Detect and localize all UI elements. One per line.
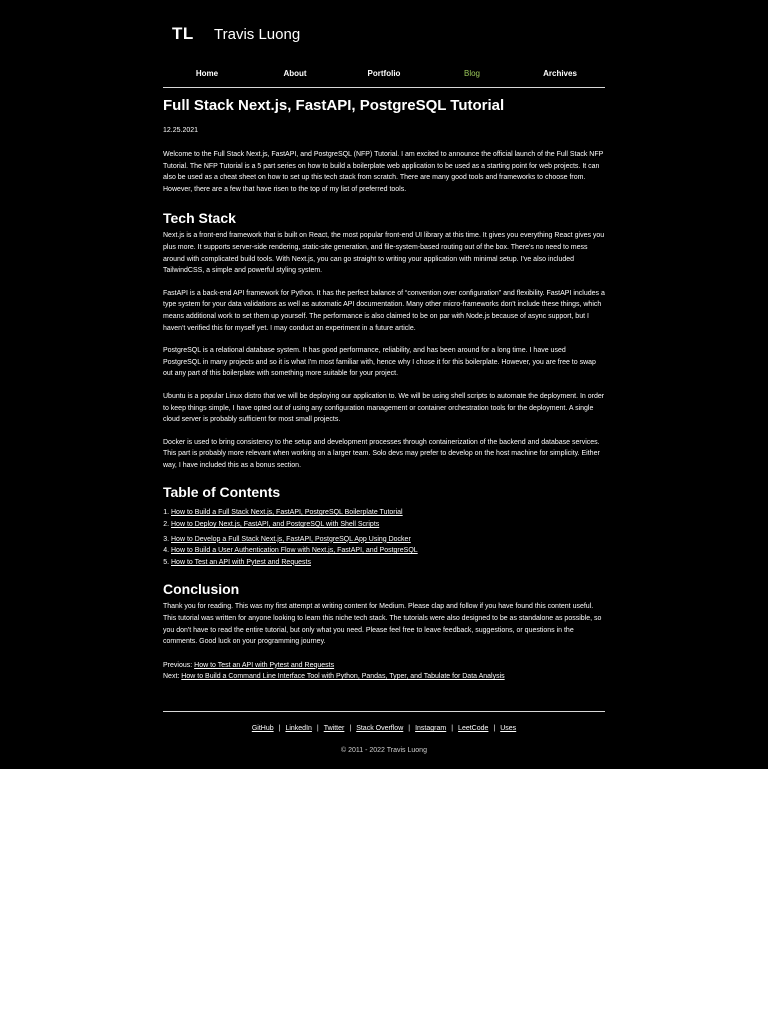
toc-list-part-2	[163, 534, 605, 569]
site-name[interactable]: Travis Luong	[214, 25, 301, 43]
toc-item	[171, 557, 605, 569]
next-post	[163, 671, 605, 683]
article-date: 12.25.2021	[163, 127, 199, 134]
site-header	[172, 22, 300, 46]
article	[163, 96, 605, 683]
tech-stack-heading: Tech Stack	[163, 210, 236, 227]
separator: |	[493, 725, 496, 732]
separator: |	[408, 725, 411, 732]
footer-link-github[interactable]: GitHub	[251, 725, 274, 732]
footer-link-instagram[interactable]: Instagram	[415, 725, 447, 732]
toc-link[interactable]: How to Build a Full Stack Next.js, FastAPI, PostgreSQL Boilerplate Tutorial	[171, 509, 403, 517]
toc-item	[171, 534, 605, 546]
nav-portfolio[interactable]: Portfolio	[367, 69, 401, 78]
toc-link[interactable]: How to Develop a Full Stack Next.js, FastAPI, PostgreSQL App Using Docker	[171, 535, 411, 543]
toc-item	[171, 519, 605, 531]
footer-link-leetcode[interactable]: LeetCode	[458, 725, 489, 732]
toc-link[interactable]: How to Build a User Authentication Flow with Next.js, FastAPI, and PostgreSQL	[171, 547, 418, 555]
footer-link-uses[interactable]: Uses	[500, 725, 517, 732]
previous-post	[163, 660, 605, 672]
article-title: Full Stack Next.js, FastAPI, PostgreSQL Tutorial	[163, 97, 505, 114]
site-logo[interactable]: TL	[172, 24, 194, 43]
separator: |	[451, 725, 454, 732]
nav-blog[interactable]: Blog	[463, 69, 481, 78]
nav-about[interactable]: About	[283, 69, 307, 78]
conclusion-heading: Conclusion	[163, 581, 240, 598]
toc-link[interactable]: How to Deploy Next.js, FastAPI, and PostgreSQL with Shell Scripts	[171, 521, 380, 529]
toc-list-part-1	[163, 507, 605, 530]
nav-archives[interactable]: Archives	[543, 69, 577, 78]
footer-link-stack-overflow[interactable]: Stack Overflow	[356, 725, 404, 732]
intro-paragraph: Welcome to the Full Stack Next.js, FastAPI, and PostgreSQL (NFP) Tutorial. I am excited to announce the official launch of the Full Stack NFP Tutorial. The NFP Tutorial is a 5 part series on how to build a boilerplate web application to be used as a starting point for web projects. It can also be used as a cheat sheet on how to set up this tech stack from scratch. There are many good tools and frameworks to choose from. However, there are a few that have risen to the top of my list of preferred tools.	[163, 151, 604, 193]
docker-paragraph: Docker is used to bring consistency to the setup and development processes through containerization of the backend and database services. This part is probably more relevant when working on a larger team. Solo devs may prefer to develop on the host machine for simplicity. Either way, I have included this as a bonus section.	[163, 438, 600, 469]
separator: |	[278, 725, 281, 732]
toc-item	[171, 545, 605, 557]
nav-home[interactable]: Home	[195, 69, 219, 78]
toc-heading: Table of Contents	[163, 484, 281, 501]
separator: |	[349, 725, 352, 732]
previous-post-link[interactable]: How to Test an API with Pytest and Requests	[194, 661, 335, 669]
ubuntu-paragraph: Ubuntu is a popular Linux distro that we will be deploying our application to. We will be using shell scripts to automate the deployment. In order to keep things simple, I have opted out of using any configuration management or container orchestration tools for the deployment. A single cloud server is probably sufficient for most small projects.	[163, 392, 605, 424]
next-label: Next:	[163, 673, 180, 681]
footer-divider	[163, 711, 605, 712]
main-nav	[163, 69, 605, 81]
postgresql-paragraph: PostgreSQL is a relational database system. It has good performance, reliability, and has been around for a long time. I have used PostgreSQL in many projects and so it is what I'm most familiar with, hence why I chose it for this boilerplate. However, you are free to swap out any part of this boilerplate with something more suitable for your project.	[163, 347, 596, 378]
post-navigation	[163, 660, 605, 683]
conclusion-paragraph: Thank you for reading. This was my first attempt at writing content for Medium. Please clap and follow if you have found this content useful. This tutorial was written for anyone looking to learn this niche tech stack. The tutorials were also designed to be as standalone as possible, so you don't have to read the entire tutorial, but only what you need. Please feel free to leave feedback, suggestions, or questions in the comments. Good luck on your programming journey.	[163, 603, 602, 646]
next-post-link[interactable]: How to Build a Command Line Interface Tool with Python, Pandas, Typer, and Tabulate for Data Analysis	[181, 673, 505, 681]
fastapi-paragraph: FastAPI is a back-end API framework for Python. It has the perfect balance of “convention over configuration” and flexibility. FastAPI includes a type system for your data validations as well as automatic API documentation. Many other micro-frameworks don't include these things, which means additional work to set them up yourself. The performance is also claimed to be on par with Node.js because of async support, but I haven't verified this for myself yet. I may conduct an experiment in a future article.	[163, 289, 605, 332]
footer-link-linkedin[interactable]: LinkedIn	[285, 725, 312, 732]
toc-item	[171, 507, 605, 519]
toc-link[interactable]: How to Test an API with Pytest and Requests	[171, 558, 311, 566]
footer-link-twitter[interactable]: Twitter	[323, 725, 345, 732]
previous-label: Previous:	[163, 661, 193, 669]
separator: |	[316, 725, 319, 732]
nextjs-paragraph: Next.js is a front-end framework that is built on React, the most popular front-end UI library at this time. It gives you everything React gives you plus more. It supports server-side rendering, static-site generation, and file-system-based routing out of the box. There's no need to mess around with complicated build tools. With Next.js, you can go straight to writing your application with minimal setup. I've also included TailwindCSS, a simple and powerful styling system.	[163, 232, 605, 275]
nav-divider	[163, 87, 605, 88]
copyright: © 2011 - 2022 Travis Luong	[341, 747, 427, 754]
footer-links	[163, 724, 605, 733]
